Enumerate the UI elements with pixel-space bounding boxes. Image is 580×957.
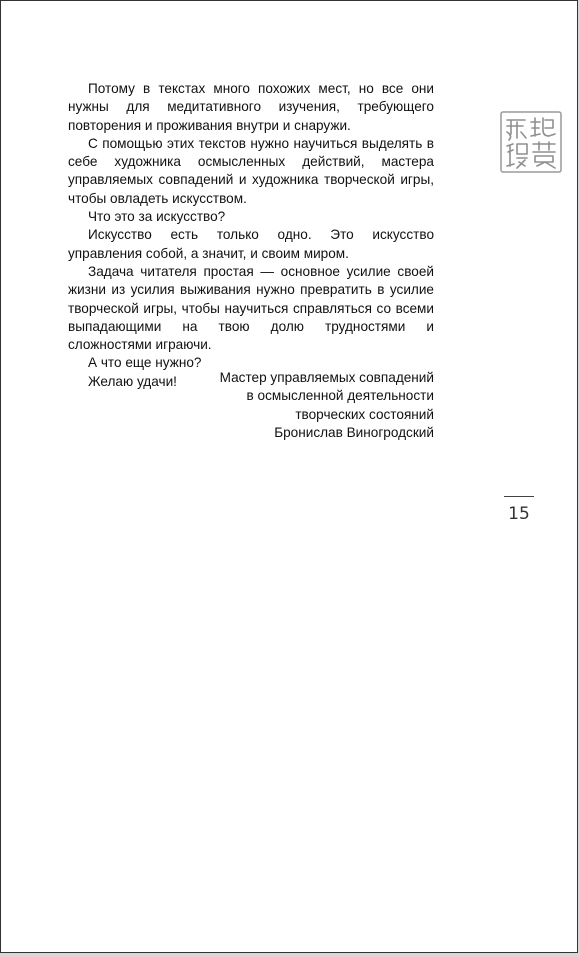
paragraph: Задача читателя простая — основное усилие своей жизни из усилия выживания нужно превратить в усилие творческой игры, чтобы научиться справляться со всеми выпадающими на твою долю трудностями и сложностями играючи. — [68, 263, 434, 353]
page-bottom-shadow — [0, 953, 580, 957]
chinese-seal-stamp-icon — [499, 110, 563, 174]
paragraph: А что еще нужно? — [88, 355, 202, 371]
page-number: 15 — [508, 504, 530, 524]
signature-line: творческих состояний — [295, 406, 434, 422]
paragraph: Искусство есть только одно. Это искусство управления собой, а значит, и своим миром. — [68, 227, 434, 261]
paragraph: Что это за искусство? — [88, 209, 226, 225]
signature-author: Бронислав Виногродский — [274, 425, 434, 441]
signature-block — [150, 369, 434, 443]
page-number-rule — [504, 496, 534, 497]
paragraph: С помощью этих текстов нужно научиться выделять в себе художника осмысленных действий, мастера управляемых совпадений и художника творческой игры, чтобы овладеть искусством. — [68, 135, 434, 206]
signature-line: Мастер управляемых совпадений — [219, 370, 434, 385]
paragraph: Потому в текстах много похожих мест, но все они нужны для медитативного изучения, требующего повторения и проживания внутри и снаружи. — [68, 81, 434, 133]
paragraph: Желаю удачи! — [88, 373, 177, 389]
signature-line: в осмысленной деятельности — [246, 388, 434, 404]
body-text — [68, 80, 434, 391]
